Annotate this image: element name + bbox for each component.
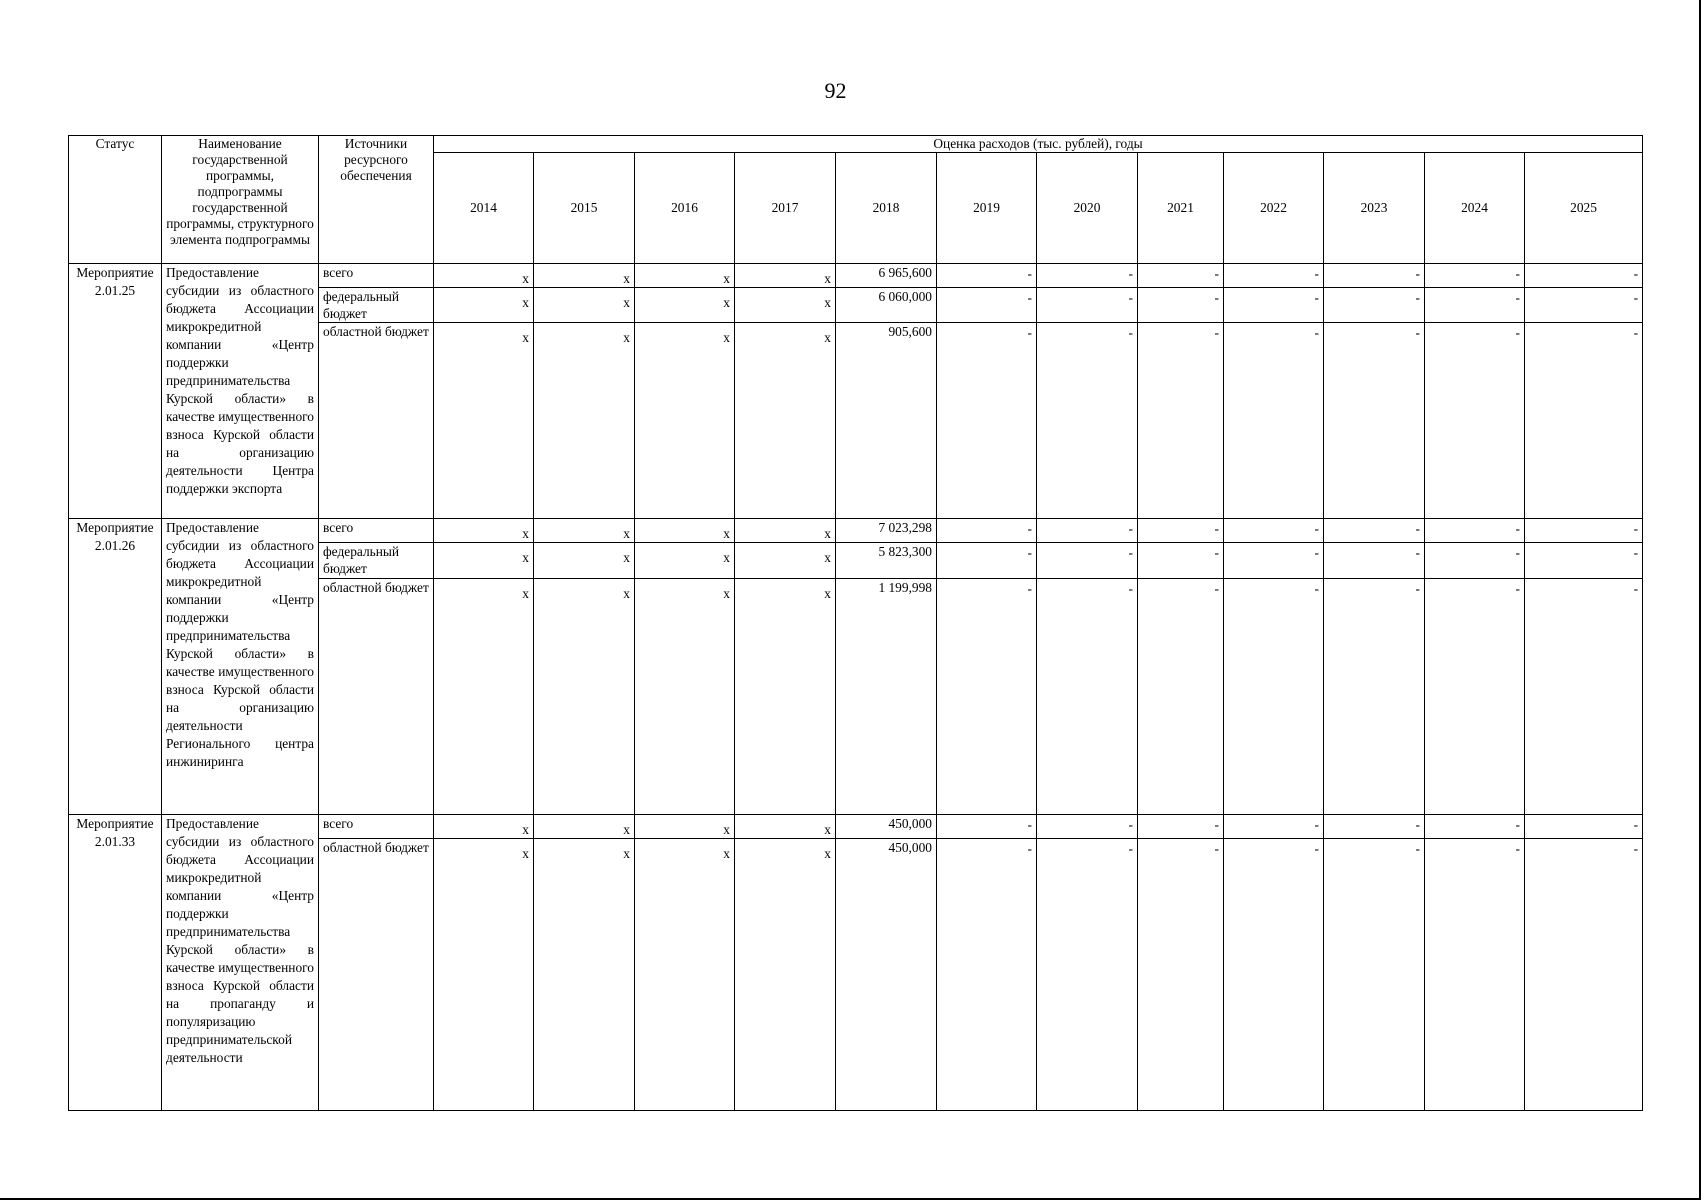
value-cell: - xyxy=(1525,323,1643,519)
amount-cell: 450,000 xyxy=(836,815,937,839)
value-cell: x xyxy=(434,264,534,288)
value-cell: x xyxy=(635,815,735,839)
value-cell: - xyxy=(937,815,1037,839)
value-cell: - xyxy=(1525,839,1643,1111)
value-cell: - xyxy=(1224,543,1324,579)
table-row xyxy=(69,815,1643,839)
header-year: 2019 xyxy=(937,153,1037,264)
value-cell: - xyxy=(1138,264,1224,288)
value-cell: - xyxy=(937,543,1037,579)
source-cell: всего xyxy=(319,264,434,288)
value-cell: - xyxy=(1138,839,1224,1111)
value-cell: - xyxy=(1037,323,1138,519)
measure-status: Мероприятие 2.01.33 xyxy=(69,815,162,1111)
amount-cell: 6 965,600 xyxy=(836,264,937,288)
value-cell: x xyxy=(534,579,635,815)
header-year: 2023 xyxy=(1324,153,1425,264)
value-cell: - xyxy=(1324,543,1425,579)
value-cell: - xyxy=(1425,815,1525,839)
value-cell: - xyxy=(937,288,1037,323)
value-cell: x xyxy=(434,579,534,815)
value-cell: - xyxy=(1324,264,1425,288)
value-cell: x xyxy=(635,288,735,323)
value-cell: - xyxy=(1224,323,1324,519)
value-cell: x xyxy=(635,839,735,1111)
measure-status: Мероприятие 2.01.26 xyxy=(69,519,162,815)
header-name: Наименование государственной программы, подпрограммы государственной программы, структурного элемента подпрограммы xyxy=(162,136,319,264)
value-cell: x xyxy=(434,323,534,519)
table-row xyxy=(69,264,1643,288)
value-cell: - xyxy=(1324,288,1425,323)
measure-name: Предоставление субсидии из областного бюджета Ассоциации микрокредитной компании «Центр поддержки предпринимательства Курской области» в качестве имущественного взноса Курской области на пропаганду и популяризацию предпринимательской деятельности xyxy=(162,815,319,1111)
page-number: 92 xyxy=(824,78,847,103)
value-cell: - xyxy=(1525,288,1643,323)
amount-cell: 6 060,000 xyxy=(836,288,937,323)
value-cell: - xyxy=(1425,323,1525,519)
value-cell: x xyxy=(735,323,836,519)
value-cell: x xyxy=(735,264,836,288)
table-row xyxy=(69,519,1643,543)
value-cell: - xyxy=(1138,579,1224,815)
header-year: 2021 xyxy=(1138,153,1224,264)
value-cell: x xyxy=(735,579,836,815)
header-year: 2017 xyxy=(735,153,836,264)
value-cell: - xyxy=(1324,579,1425,815)
value-cell: - xyxy=(1037,815,1138,839)
value-cell: - xyxy=(1138,288,1224,323)
header-status: Статус xyxy=(69,136,162,264)
header-year: 2016 xyxy=(635,153,735,264)
value-cell: x xyxy=(635,323,735,519)
value-cell: - xyxy=(937,579,1037,815)
value-cell: - xyxy=(1425,579,1525,815)
amount-cell: 7 023,298 xyxy=(836,519,937,543)
value-cell: - xyxy=(1324,815,1425,839)
value-cell: x xyxy=(434,543,534,579)
amount-cell: 450,000 xyxy=(836,839,937,1111)
header-expenses: Оценка расходов (тыс. рублей), годы xyxy=(434,136,1643,153)
value-cell: x xyxy=(635,519,735,543)
value-cell: - xyxy=(1425,543,1525,579)
value-cell: x xyxy=(534,264,635,288)
header-year: 2024 xyxy=(1425,153,1525,264)
value-cell: - xyxy=(1224,839,1324,1111)
header-year: 2020 xyxy=(1037,153,1138,264)
value-cell: - xyxy=(1525,519,1643,543)
source-cell: федеральный бюджет xyxy=(319,288,434,323)
value-cell: - xyxy=(937,839,1037,1111)
value-cell: - xyxy=(1525,579,1643,815)
value-cell: - xyxy=(1138,323,1224,519)
value-cell: - xyxy=(1037,579,1138,815)
value-cell: - xyxy=(1324,839,1425,1111)
source-cell: областной бюджет xyxy=(319,579,434,815)
value-cell: x xyxy=(735,839,836,1111)
amount-cell: 1 199,998 xyxy=(836,579,937,815)
source-cell: областной бюджет xyxy=(319,323,434,519)
value-cell: - xyxy=(1425,519,1525,543)
header-year: 2015 xyxy=(534,153,635,264)
source-cell: всего xyxy=(319,815,434,839)
value-cell: - xyxy=(1037,264,1138,288)
value-cell: - xyxy=(1224,815,1324,839)
value-cell: - xyxy=(1224,519,1324,543)
value-cell: x xyxy=(534,288,635,323)
value-cell: - xyxy=(1224,288,1324,323)
value-cell: x xyxy=(735,288,836,323)
source-cell: всего xyxy=(319,519,434,543)
value-cell: x xyxy=(635,264,735,288)
value-cell: x xyxy=(735,543,836,579)
value-cell: x xyxy=(534,839,635,1111)
header-sources: Источники ресурсного обеспечения xyxy=(319,136,434,264)
value-cell: - xyxy=(1037,519,1138,543)
value-cell: x xyxy=(434,288,534,323)
value-cell: x xyxy=(434,815,534,839)
source-cell: федеральный бюджет xyxy=(319,543,434,579)
value-cell: - xyxy=(1224,579,1324,815)
value-cell: x xyxy=(434,519,534,543)
value-cell: x xyxy=(434,839,534,1111)
value-cell: x xyxy=(534,519,635,543)
measure-name: Предоставление субсидии из областного бюджета Ассоциации микрокредитной компании «Центр поддержки предпринимательства Курской области» в качестве имущественного взноса Курской области на организацию деятельности Центра поддержки экспорта xyxy=(162,264,319,519)
value-cell: - xyxy=(1138,543,1224,579)
measure-name: Предоставление субсидии из областного бюджета Ассоциации микрокредитной компании «Центр поддержки предпринимательства Курской области» в качестве имущественного взноса Курской области на организацию деятельности Регионального центра инжиниринга xyxy=(162,519,319,815)
budget-table xyxy=(68,135,1643,1111)
header-year: 2025 xyxy=(1525,153,1643,264)
value-cell: - xyxy=(937,519,1037,543)
value-cell: x xyxy=(635,579,735,815)
value-cell: - xyxy=(1425,839,1525,1111)
value-cell: x xyxy=(534,815,635,839)
value-cell: x xyxy=(534,543,635,579)
value-cell: x xyxy=(735,815,836,839)
value-cell: x xyxy=(735,519,836,543)
value-cell: - xyxy=(1037,839,1138,1111)
value-cell: - xyxy=(1525,815,1643,839)
amount-cell: 5 823,300 xyxy=(836,543,937,579)
value-cell: - xyxy=(1525,543,1643,579)
value-cell: - xyxy=(1425,288,1525,323)
value-cell: - xyxy=(1138,815,1224,839)
header-year: 2018 xyxy=(836,153,937,264)
value-cell: x xyxy=(534,323,635,519)
value-cell: x xyxy=(635,543,735,579)
value-cell: - xyxy=(1425,264,1525,288)
value-cell: - xyxy=(1037,288,1138,323)
header-year: 2022 xyxy=(1224,153,1324,264)
amount-cell: 905,600 xyxy=(836,323,937,519)
value-cell: - xyxy=(937,323,1037,519)
value-cell: - xyxy=(1324,323,1425,519)
value-cell: - xyxy=(1525,264,1643,288)
value-cell: - xyxy=(937,264,1037,288)
value-cell: - xyxy=(1037,543,1138,579)
source-cell: областной бюджет xyxy=(319,839,434,1111)
header-year: 2014 xyxy=(434,153,534,264)
value-cell: - xyxy=(1324,519,1425,543)
value-cell: - xyxy=(1138,519,1224,543)
measure-status: Мероприятие 2.01.25 xyxy=(69,264,162,519)
value-cell: - xyxy=(1224,264,1324,288)
